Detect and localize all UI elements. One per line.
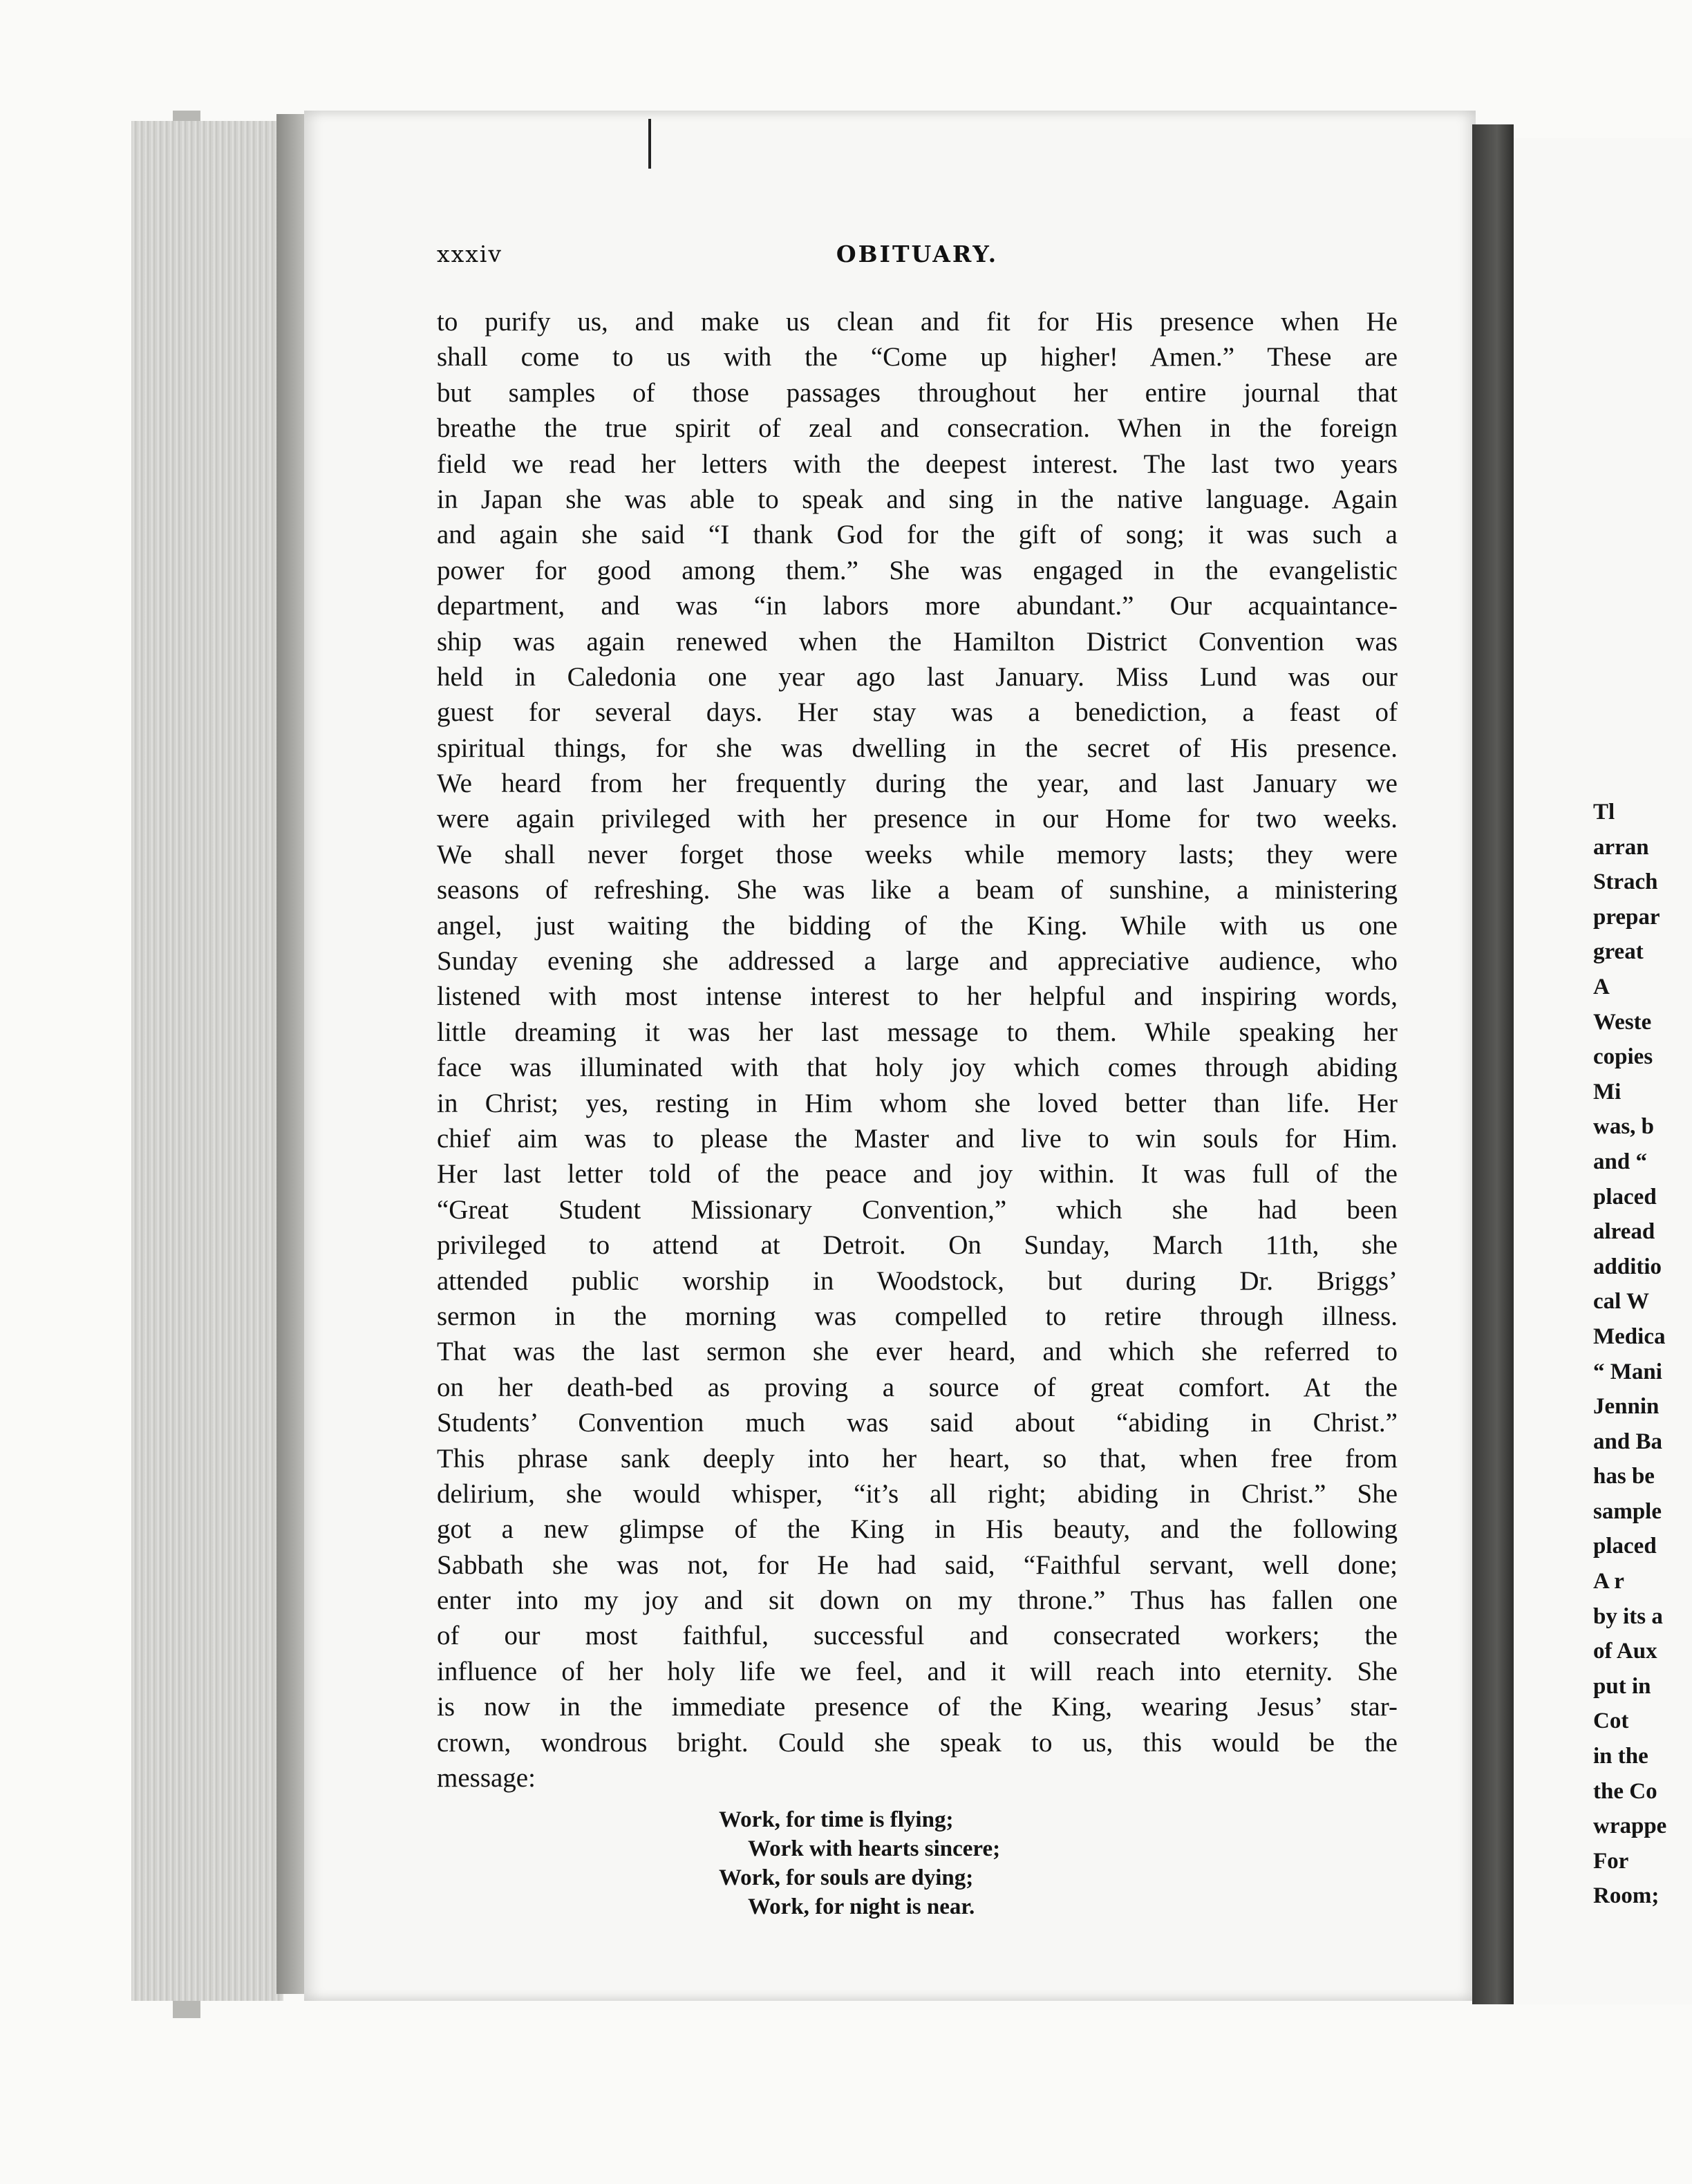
body-text-line: power for good among them.” She was engaged in the evangelistic: [437, 555, 1398, 585]
body-text-line: angel, just waiting the bidding of the King. While with us one: [437, 910, 1398, 941]
body-text-line: field we read her letters with the deepest interest. The last two years: [437, 449, 1398, 479]
body-text-line: is now in the immediate presence of the King, wearing Jesus’ star-: [437, 1692, 1398, 1722]
facing-page-line: copies: [1593, 1044, 1653, 1070]
facing-page-line: Room;: [1593, 1883, 1660, 1909]
book-gutter: [276, 114, 304, 1994]
facing-page-line: in the: [1593, 1744, 1648, 1769]
facing-page-line: and “: [1593, 1149, 1647, 1174]
body-text-line: guest for several days. Her stay was a benediction, a feast of: [437, 697, 1398, 728]
margin-mark: [648, 119, 651, 169]
body-text-line: Her last letter told of the peace and joy within. It was full of the: [437, 1159, 1398, 1189]
facing-page-line: Mi: [1593, 1079, 1622, 1104]
facing-page-line: A r: [1593, 1569, 1624, 1594]
facing-page-line: Cot: [1593, 1708, 1629, 1734]
body-text-line: of our most faithful, successful and consecrated workers; the: [437, 1621, 1398, 1651]
facing-page-line: placed: [1593, 1184, 1657, 1209]
body-text-line: in Japan she was able to speak and sing in the native language. Again: [437, 484, 1398, 514]
facing-page-line: additio: [1593, 1254, 1662, 1279]
facing-page-line: For: [1593, 1848, 1629, 1874]
facing-page-line: placed: [1593, 1534, 1657, 1559]
closing-verse: [719, 1805, 1000, 1921]
facing-page-line: has be: [1593, 1464, 1655, 1489]
body-text-line: Sunday evening she addressed a large and appreciative audience, who: [437, 946, 1398, 977]
running-head: OBITUARY.: [836, 241, 999, 267]
facing-page-line: Medica: [1593, 1324, 1666, 1349]
body-text-line: shall come to us with the “Come up higher! Amen.” These are: [437, 342, 1398, 373]
facing-page-line: prepar: [1593, 904, 1660, 930]
body-text-line: little dreaming it was her last message to them. While speaking her: [437, 1017, 1398, 1047]
body-text-line: held in Caledonia one year ago last January. Miss Lund was our: [437, 661, 1398, 692]
body-text-line: chief aim was to please the Master and live to win souls for Him.: [437, 1123, 1398, 1154]
body-text-line: on her death-bed as proving a source of great comfort. At the: [437, 1372, 1398, 1402]
body-text-line: attended public worship in Woodstock, but during Dr. Briggs’: [437, 1265, 1398, 1296]
facing-page-line: “ Mani: [1593, 1359, 1662, 1384]
verse-line: Work, for night is near.: [748, 1894, 975, 1919]
facing-page-line: Strach: [1593, 869, 1658, 895]
body-text-line: department, and was “in labors more abundant.” Our acquaintance-: [437, 591, 1398, 621]
body-text-line: in Christ; yes, resting in Him whom she loved better than life. Her: [437, 1088, 1398, 1118]
facing-page-line: put in: [1593, 1673, 1651, 1699]
facing-page-line: sample: [1593, 1498, 1662, 1524]
body-text-line: got a new glimpse of the King in His beauty, and the following: [437, 1514, 1398, 1545]
body-text-line: We heard from her frequently during the year, and last January we: [437, 769, 1398, 799]
body-text-line: listened with most intense interest to her helpful and inspiring words,: [437, 981, 1398, 1012]
verse-line: Work, for time is flying;: [719, 1807, 954, 1832]
facing-page-line: cal W: [1593, 1289, 1649, 1315]
facing-page-line: the Co: [1593, 1778, 1657, 1804]
body-text-line: face was illuminated with that holy joy which comes through abiding: [437, 1053, 1398, 1083]
facing-page-line: arran: [1593, 834, 1649, 860]
verse-line: Work, for souls are dying;: [719, 1865, 974, 1890]
page-number: xxxiv: [437, 241, 503, 267]
body-text-line: delirium, she would whisper, “it’s all right; abiding in Christ.” She: [437, 1478, 1398, 1509]
body-text-line: This phrase sank deeply into her heart, so that, when free from: [437, 1443, 1398, 1474]
facing-page-line: wrappe: [1593, 1814, 1667, 1839]
facing-page-line: and Ba: [1593, 1429, 1662, 1454]
body-text-line: but samples of those passages throughout her entire journal that: [437, 377, 1398, 408]
body-text-line: “Great Student Missionary Convention,” which she had been: [437, 1194, 1398, 1225]
body-text-line: Sabbath she was not, for He had said, “Faithful servant, well done;: [437, 1550, 1398, 1580]
body-text-line: ship was again renewed when the Hamilton District Convention was: [437, 626, 1398, 657]
body-text-line: enter into my joy and sit down on my throne.” Thus has fallen one: [437, 1585, 1398, 1616]
body-text-line: Students’ Convention much was said about “abiding in Christ.”: [437, 1408, 1398, 1438]
facing-page-line: of Aux: [1593, 1639, 1657, 1664]
body-text-line: were again privileged with her presence in our Home for two weeks.: [437, 804, 1398, 834]
body-text-line: spiritual things, for she was dwelling in the secret of His presence.: [437, 733, 1398, 763]
body-text-line: crown, wondrous bright. Could she speak to us, this would be the: [437, 1727, 1398, 1758]
page-header: [437, 241, 1398, 272]
body-text-line: privileged to attend at Detroit. On Sunday, March 11th, she: [437, 1230, 1398, 1261]
facing-page-line: A: [1593, 974, 1610, 999]
facing-page-line: Jennin: [1593, 1394, 1660, 1420]
facing-page-line: great: [1593, 939, 1644, 965]
body-text-line: That was the last sermon she ever heard, and which she referred to: [437, 1337, 1398, 1367]
obituary-body: [437, 304, 1398, 1796]
facing-page-line: Tl: [1593, 800, 1615, 825]
facing-page-line: alread: [1593, 1219, 1655, 1245]
body-text-line: message:: [437, 1763, 536, 1794]
verse-line: Work with hearts sincere;: [748, 1836, 1001, 1861]
body-text-line: sermon in the morning was compelled to retire through illness.: [437, 1301, 1398, 1331]
facing-page-line: was, b: [1593, 1114, 1655, 1140]
page-edge-shadow: [1472, 124, 1514, 2004]
body-text-line: and again she said “I thank God for the gift of song; it was such a: [437, 520, 1398, 550]
body-text-line: to purify us, and make us clean and fit for His presence when He: [437, 307, 1398, 337]
facing-page-text: [1593, 795, 1692, 1914]
facing-page-line: by its a: [1593, 1603, 1663, 1629]
page-stack-edge: [131, 121, 283, 2001]
body-text-line: influence of her holy life we feel, and it will reach into eternity. She: [437, 1656, 1398, 1686]
body-text-line: seasons of refreshing. She was like a beam of sunshine, a ministering: [437, 875, 1398, 905]
facing-page-line: Weste: [1593, 1009, 1652, 1035]
body-text-line: breathe the true spirit of zeal and consecration. When in the foreign: [437, 413, 1398, 444]
body-text-line: We shall never forget those weeks while memory lasts; they were: [437, 839, 1398, 869]
